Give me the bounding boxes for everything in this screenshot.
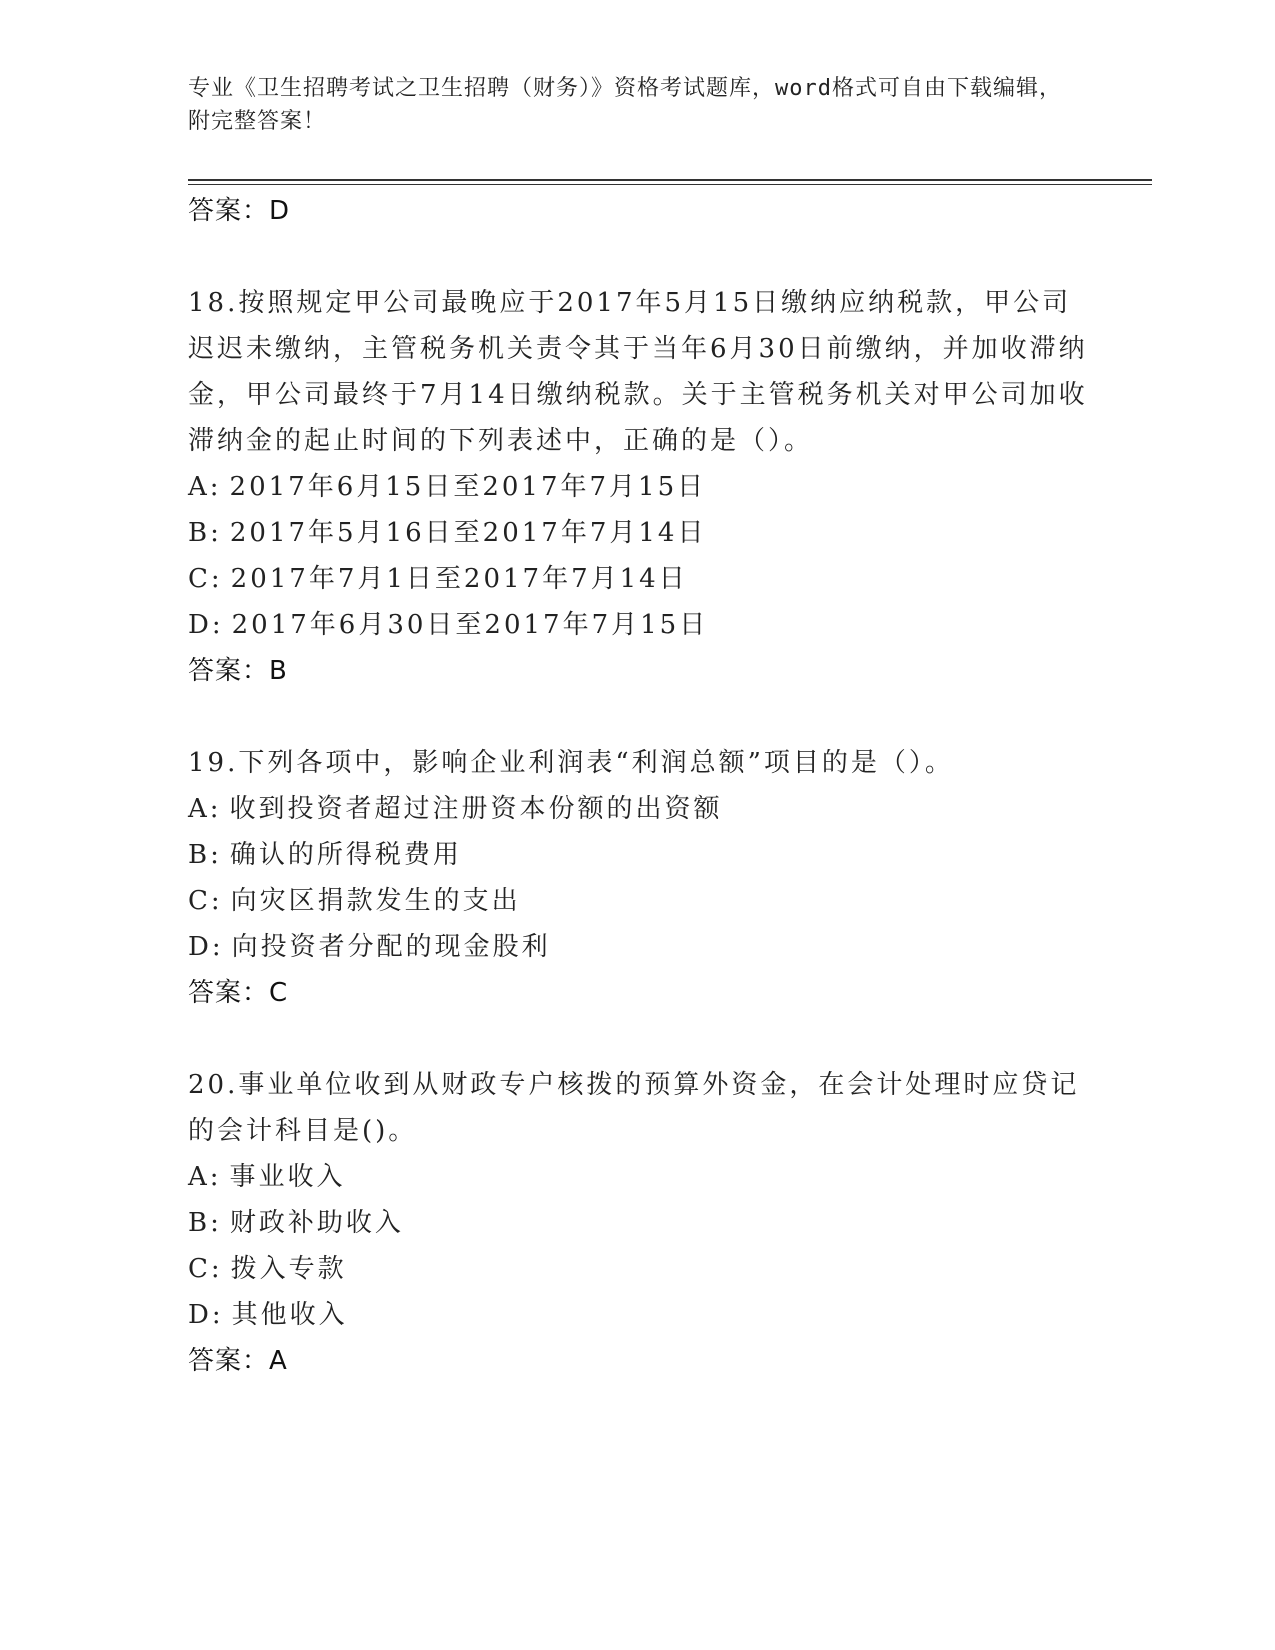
option-text: 拨入专款 xyxy=(230,1254,347,1284)
option-d xyxy=(188,1292,1088,1338)
previous-question-answer: 答案：D xyxy=(188,196,291,226)
option-a xyxy=(188,786,1088,832)
option-letter: B: xyxy=(188,840,222,870)
option-a xyxy=(188,1154,1088,1200)
question-list xyxy=(188,188,1088,1384)
option-text: 2017年6月15日至2017年7月15日 xyxy=(229,472,707,502)
option-text: 2017年7月1日至2017年7月14日 xyxy=(230,564,688,594)
option-text: 财政补助收入 xyxy=(229,1208,404,1238)
question-stem: 19.下列各项中，影响企业利润表“利润总额”项目的是（）。 xyxy=(188,748,954,778)
question-answer: 答案：A xyxy=(188,1346,288,1376)
document-header: 专业《卫生招聘考试之卫生招聘（财务）》资格考试题库，word格式可自由下载编辑，附完整答案！ xyxy=(188,76,1062,134)
option-letter: C: xyxy=(188,1254,223,1284)
header-divider-thick xyxy=(188,179,1152,181)
question-answer: 答案：B xyxy=(188,656,288,686)
option-a xyxy=(188,464,1088,510)
option-text: 向投资者分配的现金股利 xyxy=(231,932,551,962)
option-text: 收到投资者超过注册资本份额的出资额 xyxy=(229,794,723,824)
option-c xyxy=(188,556,1088,602)
option-letter: A: xyxy=(188,472,222,502)
question-20 xyxy=(188,1062,1088,1384)
option-letter: A: xyxy=(188,794,222,824)
header-divider-thin xyxy=(188,184,1152,185)
option-text: 其他收入 xyxy=(231,1300,348,1330)
option-b xyxy=(188,510,1088,556)
option-d xyxy=(188,602,1088,648)
option-text: 2017年5月16日至2017年7月14日 xyxy=(229,518,707,548)
option-letter: D: xyxy=(188,932,224,962)
option-c xyxy=(188,1246,1088,1292)
question-18 xyxy=(188,280,1088,694)
option-text: 确认的所得税费用 xyxy=(229,840,462,870)
question-stem: 18.按照规定甲公司最晚应于2017年5月15日缴纳应纳税款，甲公司迟迟未缴纳，主管税务机关责令其于当年6月30日前缴纳，并加收滞纳金，甲公司最终于7月14日缴纳税款。关于主管税务机关对甲公司加收滞纳金的起止时间的下列表述中，正确的是（）。 xyxy=(188,288,1088,456)
option-letter: A: xyxy=(188,1162,222,1192)
option-letter: D: xyxy=(188,1300,224,1330)
option-letter: C: xyxy=(188,564,223,594)
option-text: 事业收入 xyxy=(229,1162,346,1192)
option-letter: C: xyxy=(188,886,223,916)
question-stem: 20.事业单位收到从财政专户核拨的预算外资金，在会计处理时应贷记的会计科目是()。 xyxy=(188,1070,1080,1146)
option-b xyxy=(188,832,1088,878)
option-b xyxy=(188,1200,1088,1246)
option-letter: D: xyxy=(188,610,224,640)
option-c xyxy=(188,878,1088,924)
option-text: 2017年6月30日至2017年7月15日 xyxy=(231,610,709,640)
option-letter: B: xyxy=(188,1208,222,1238)
question-answer: 答案：C xyxy=(188,978,289,1008)
option-text: 向灾区捐款发生的支出 xyxy=(230,886,521,916)
question-19 xyxy=(188,740,1088,1016)
option-d xyxy=(188,924,1088,970)
option-letter: B: xyxy=(188,518,222,548)
